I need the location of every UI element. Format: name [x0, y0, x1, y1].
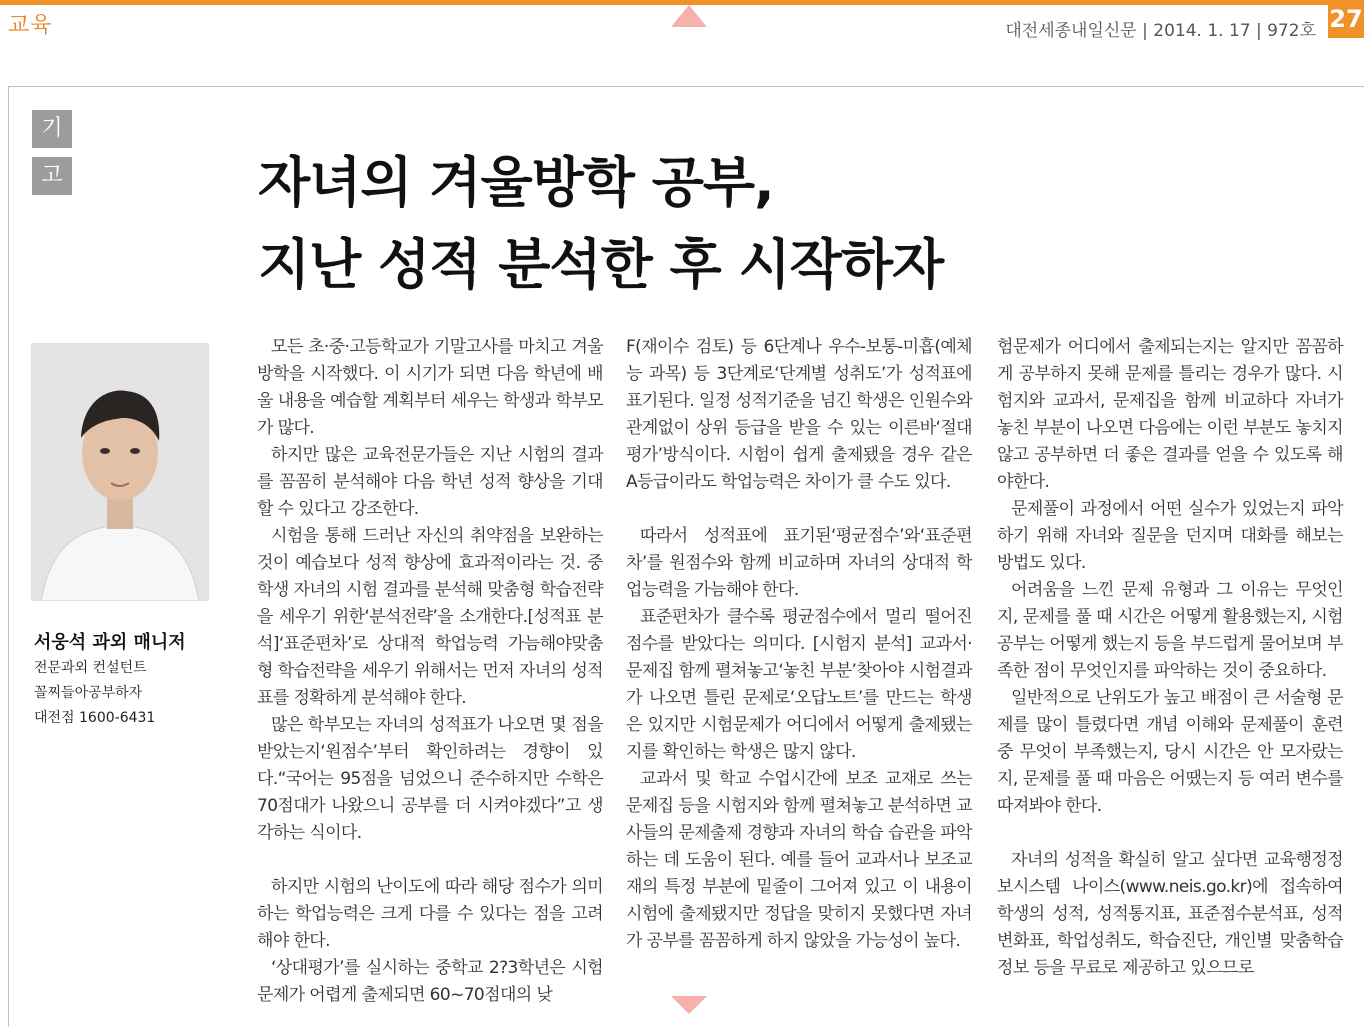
article-paragraph: 하지만 시험의 난이도에 따라 해당 점수가 의미하는 학업능력은 크게 다를 수 있다는 점을 고려해야 한다. [257, 877, 603, 951]
article-paragraph: 모든 초·중·고등학교가 기말고사를 마치고 겨울방학을 시작했다. 이 시기가 되면 다음 학년에 배울 내용을 예습할 계획부터 세우는 학생과 학부모가 많다. [257, 337, 603, 438]
article-paragraph: 교과서 및 학교 수업시간에 보조 교재로 쓰는 문제집 등을 시험지와 함께 펼쳐놓고 분석하면 교사들의 문제출제 경향과 자녀의 학습 습관을 파악하는 데 도움이 된다. 예를 들어 교과서나 보조교재의 특정 부분에 밑줄이 그어져 있고 이 내용이 시험에 출제됐지만 정답을 맞히지 못했다면 자녀가 공부를 꼼꼼하게 하지 않았을 가능성이 높다. [626, 769, 972, 951]
paragraph-gap [626, 496, 972, 523]
author-title-1: 전문과외 컨설턴트 [34, 660, 147, 676]
article-paragraph: 많은 학부모는 자녀의 성적표가 나오면 몇 점을 받았는지‘원점수’부터 확인하려는 경향이 있다.“국어는 95점을 넘었으니 준수하지만 수학은 70점대가 나왔으니 공부를 더 시켜야겠다”고 생각하는 식이다. [257, 715, 603, 843]
headline-line-1: 자녀의 겨울방학 공부, [258, 151, 774, 214]
paragraph-gap [257, 847, 603, 874]
article-paragraph: 자녀의 성적을 확실히 알고 싶다면 교육행정정보시스템 나이스(www.neis.go.kr)에 접속하여 학생의 성적, 성적통지표, 표준점수분석표, 성적변화표, 학업성취도, 학습진단, 개인별 맞춤학습 정보 등을 무료로 제공하고 있으므로 [997, 850, 1343, 978]
author-title-2: 꼴찌들아공부하자 [34, 685, 143, 701]
author-name: 서웅석 과외 매니저 [34, 632, 186, 653]
article-column-1 [257, 334, 603, 1009]
article-column-3 [997, 334, 1343, 982]
article-paragraph: 시험을 통해 드러난 자신의 취약점을 보완하는 것이 예습보다 성적 향상에 효과적이라는 것. 중학생 자녀의 시험 결과를 분석해 맞춤형 학습전략을 세우기 위한‘분석전략’을 소개한다.[성적표 분석]‘표준편차’로 상대적 학업능력 가늠해야맞춤형 학습전략을 세우기 위해서는 먼저 자녀의 성적표를 정확하게 분석해야 한다. [257, 526, 603, 708]
contribution-tag-char-2: 고 [32, 157, 72, 195]
article-paragraph: 따라서 성적표에 표기된‘평균점수’와‘표준편차’를 원점수와 함께 비교하며 자녀의 상대적 학업능력을 가늠해야 한다. [626, 526, 972, 600]
author-portrait-image [31, 343, 209, 601]
article-paragraph: F(재이수 검토) 등 6단계나 우수-보통-미흡(예체능 과목) 등 3단계로‘단계별 성취도’가 성적표에 표기된다. 일정 성적기준을 넘긴 학생은 인원수와 관계없이 상위 등급을 받을 수 있는 이른바‘절대평가’방식이다. 시험이 쉽게 출제됐을 경우 같은 A등급이라도 학업능력은 차이가 클 수도 있다. [626, 337, 972, 492]
article-paragraph: 문제풀이 과정에서 어떤 실수가 있었는지 파악하기 위해 자녀와 질문을 던지며 대화를 해보는 방법도 있다. [997, 499, 1343, 573]
article-paragraph: 험문제가 어디에서 출제되는지는 알지만 꼼꼼하게 공부하지 못해 문제를 틀리는 경우가 많다. 시험지와 교과서, 문제집을 함께 비교하다 자녀가 놓친 부분이 나오면 다음에는 이런 부분도 놓치지 않고 공부하면 더 좋은 결과를 얻을 수 있도록 해야한다. [997, 337, 1343, 492]
bottom-triangle-marker [671, 996, 707, 1014]
paragraph-gap [997, 820, 1343, 847]
headline-line-2: 지난 성적 분석한 후 시작하자 [258, 233, 944, 296]
article-paragraph: ‘상대평가’를 실시하는 중학교 2?3학년은 시험문제가 어렵게 출제되면 60~70점대의 낮 [257, 958, 603, 1005]
article-paragraph: 표준편차가 클수록 평균점수에서 멀리 떨어진 점수를 받았다는 의미다. [시험지 분석] 교과서·문제집 함께 펼쳐놓고‘놓친 부분’찾아야 시험결과가 나오면 틀린 문제로‘오답노트’를 만드는 학생은 있지만 시험문제가 어디에서 어떻게 출제됐는지를 확인하는 학생은 많지 않다. [626, 607, 972, 762]
contribution-tag-char-1: 기 [32, 110, 72, 148]
page-number: 27 [1328, 0, 1364, 38]
masthead: 대전세종내일신문 | 2014. 1. 17 | 972호 [1005, 21, 1316, 41]
author-title-3: 대전점 1600-6431 [34, 710, 156, 726]
article-paragraph: 일반적으로 난위도가 높고 배점이 큰 서술형 문제를 많이 틀렸다면 개념 이해와 문제풀이 훈련 중 무엇이 부족했는지, 당시 시간은 안 모자랐는지, 문제를 풀 때 마음은 어땠는지 등 여러 변수를 따져봐야 한다. [997, 688, 1343, 816]
article-paragraph: 하지만 많은 교육전문가들은 지난 시험의 결과를 꼼꼼히 분석해야 다음 학년 성적 향상을 기대할 수 있다고 강조한다. [257, 445, 603, 519]
section-label: 교육 [8, 13, 53, 38]
article-paragraph: 어려움을 느낀 문제 유형과 그 이유는 무엇인지, 문제를 풀 때 시간은 어떻게 활용했는지, 시험공부는 어떻게 했는지 등을 부드럽게 물어보며 부족한 점이 무엇인지를 파악하는 것이 중요하다. [997, 580, 1343, 681]
top-triangle-marker [671, 5, 707, 27]
author-photo [31, 343, 209, 601]
article-column-2 [626, 334, 972, 955]
